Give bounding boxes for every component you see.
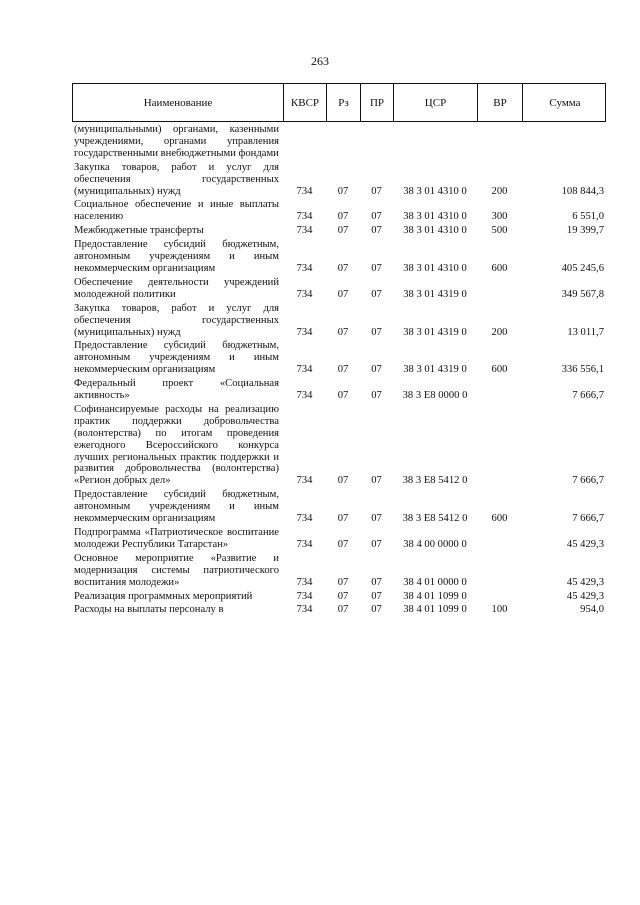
row-rz: 07 — [337, 211, 349, 223]
row-rz: 07 — [337, 513, 349, 525]
header-rz: Рз — [327, 84, 361, 121]
row-sum: 13 011,7 — [567, 326, 604, 338]
row-csr: 38 3 E8 5412 0 — [402, 513, 468, 525]
row-name: Предоставление субсидий бюджетным, автономным учреждениям и иным некоммерческим организациям — [74, 239, 279, 274]
row-rz: 07 — [337, 475, 349, 487]
table-row — [72, 162, 606, 198]
row-pr: 07 — [371, 364, 382, 376]
header-vr: ВР — [478, 84, 523, 121]
row-sum: 7 666,7 — [572, 475, 604, 487]
header-csr: ЦСР — [394, 84, 478, 121]
row-pr: 07 — [371, 262, 382, 274]
row-pr: 07 — [371, 538, 382, 550]
row-rz: 07 — [337, 390, 349, 402]
row-pr: 07 — [371, 185, 382, 197]
row-sum: 7 666,7 — [572, 513, 604, 525]
row-name: Основное мероприятие «Развитие и модернизация системы патриотического воспитания молодежи» — [74, 552, 279, 588]
table-row — [72, 604, 606, 616]
row-pr: 07 — [371, 326, 382, 338]
row-pr: 07 — [371, 590, 382, 602]
row-rz: 07 — [337, 590, 349, 602]
row-kvsr: 734 — [296, 211, 313, 223]
row-csr: 38 4 00 0000 0 — [403, 538, 467, 550]
row-rz: 07 — [337, 326, 349, 338]
row-vr: 500 — [491, 225, 508, 237]
row-kvsr: 734 — [296, 364, 313, 376]
row-name: Предоставление субсидий бюджетным, автономным учреждениям и иным некоммерческим организациям — [74, 489, 279, 525]
row-csr: 38 3 E8 0000 0 — [402, 390, 468, 402]
table-row — [72, 277, 606, 301]
row-vr: 600 — [491, 262, 508, 274]
row-csr: 38 3 E8 5412 0 — [402, 475, 468, 487]
table-row — [72, 591, 606, 603]
table-row — [72, 489, 606, 525]
row-rz: 07 — [337, 262, 349, 274]
table-header — [72, 83, 606, 122]
row-sum: 45 429,3 — [566, 590, 604, 602]
row-rz: 07 — [337, 604, 349, 616]
row-sum: 45 429,3 — [566, 576, 604, 588]
row-csr: 38 3 01 4310 0 — [403, 185, 467, 197]
row-name: Федеральный проект «Социальная активность» — [74, 378, 279, 402]
row-csr: 38 3 01 4310 0 — [403, 262, 467, 274]
row-csr: 38 4 01 1099 0 — [403, 590, 467, 602]
row-rz: 07 — [337, 225, 349, 237]
row-name: (муниципальными) органами, казенными учреждениями, органами управления государственными внебюджетными фондами — [74, 124, 279, 159]
row-csr: 38 3 01 4319 0 — [403, 326, 467, 338]
row-vr: 200 — [491, 185, 508, 197]
row-sum: 45 429,3 — [566, 538, 604, 550]
row-kvsr: 734 — [296, 185, 313, 197]
row-csr: 38 3 01 4310 0 — [403, 211, 467, 223]
table-row — [72, 225, 606, 237]
row-csr: 38 3 01 4319 0 — [403, 288, 467, 300]
row-csr: 38 3 01 4319 0 — [403, 364, 467, 376]
row-csr: 38 4 01 1099 0 — [403, 604, 467, 616]
row-pr: 07 — [371, 390, 382, 402]
row-kvsr: 734 — [296, 390, 313, 402]
row-rz: 07 — [337, 364, 349, 376]
table-row — [72, 553, 606, 589]
row-name: Закупка товаров, работ и услуг для обеспечения государственных (муниципальных) нужд — [74, 161, 279, 197]
row-name: Закупка товаров, работ и услуг для обеспечения государственных (муниципальных) нужд — [74, 302, 279, 338]
table-row — [72, 527, 606, 551]
header-sum: Сумма — [549, 96, 581, 109]
row-sum: 405 245,6 — [561, 262, 604, 274]
row-name: Предоставление субсидий бюджетным, автономным учреждениям и иным некоммерческим организациям — [74, 340, 279, 376]
row-kvsr: 734 — [296, 326, 313, 338]
row-vr: 300 — [491, 211, 508, 223]
row-kvsr: 734 — [296, 225, 313, 237]
row-name: Подпрограмма «Патриотическое воспитание молодежи Республики Татарстан» — [74, 527, 279, 550]
table-row — [72, 303, 606, 339]
row-name: Социальное обеспечение и иные выплаты населению — [74, 199, 279, 223]
header-pr: ПР — [361, 84, 394, 121]
table-row — [72, 124, 606, 160]
row-kvsr: 734 — [296, 262, 313, 274]
header-name: Наименование — [73, 84, 284, 121]
row-pr: 07 — [371, 576, 382, 588]
table-row — [72, 199, 606, 223]
row-kvsr: 734 — [296, 604, 313, 616]
table-row — [72, 340, 606, 376]
row-rz: 07 — [337, 185, 349, 197]
row-vr: 600 — [491, 513, 508, 525]
row-pr: 07 — [371, 225, 382, 237]
row-kvsr: 734 — [296, 475, 313, 487]
row-sum: 108 844,3 — [561, 185, 604, 197]
row-pr: 07 — [371, 288, 382, 300]
row-sum: 349 567,8 — [561, 288, 604, 300]
table-body — [72, 124, 606, 618]
row-rz: 07 — [337, 288, 349, 300]
row-sum: 7 666,7 — [572, 390, 604, 402]
row-rz: 07 — [337, 538, 349, 550]
row-name: Реализация программных мероприятий — [74, 590, 253, 602]
row-kvsr: 734 — [296, 513, 313, 525]
row-name: Расходы на выплаты персоналу в — [74, 604, 224, 616]
row-name: Обеспечение деятельности учреждений молодежной политики — [74, 276, 279, 300]
row-name: Софинансируемые расходы на реализацию практик поддержки добровольчества (волонтерства) по итогам проведения ежегодного Всероссийского конкурса лучших региональных практик поддержки и развития добровольчества (волонтерства) «Регион добрых дел» — [74, 403, 279, 487]
row-pr: 07 — [371, 513, 382, 525]
row-rz: 07 — [337, 576, 349, 588]
row-name: Межбюджетные трансферты — [74, 225, 204, 237]
row-kvsr: 734 — [296, 538, 313, 550]
row-kvsr: 734 — [296, 590, 313, 602]
row-kvsr: 734 — [296, 576, 313, 588]
row-pr: 07 — [371, 604, 382, 616]
table-row — [72, 239, 606, 275]
header-kvsr: КВСР — [284, 84, 327, 121]
row-csr: 38 3 01 4310 0 — [403, 225, 467, 237]
row-sum: 19 399,7 — [566, 225, 604, 237]
row-vr: 200 — [491, 326, 508, 338]
row-kvsr: 734 — [296, 288, 313, 300]
table-row — [72, 378, 606, 402]
row-sum: 954,0 — [580, 604, 604, 616]
row-vr: 100 — [491, 604, 508, 616]
row-csr: 38 4 01 0000 0 — [403, 576, 467, 588]
row-pr: 07 — [371, 475, 382, 487]
row-pr: 07 — [371, 211, 382, 223]
table-row — [72, 404, 606, 487]
row-vr: 600 — [491, 364, 508, 376]
row-sum: 336 556,1 — [561, 364, 604, 376]
row-sum: 6 551,0 — [572, 211, 604, 223]
page-number: 263 — [311, 54, 329, 68]
